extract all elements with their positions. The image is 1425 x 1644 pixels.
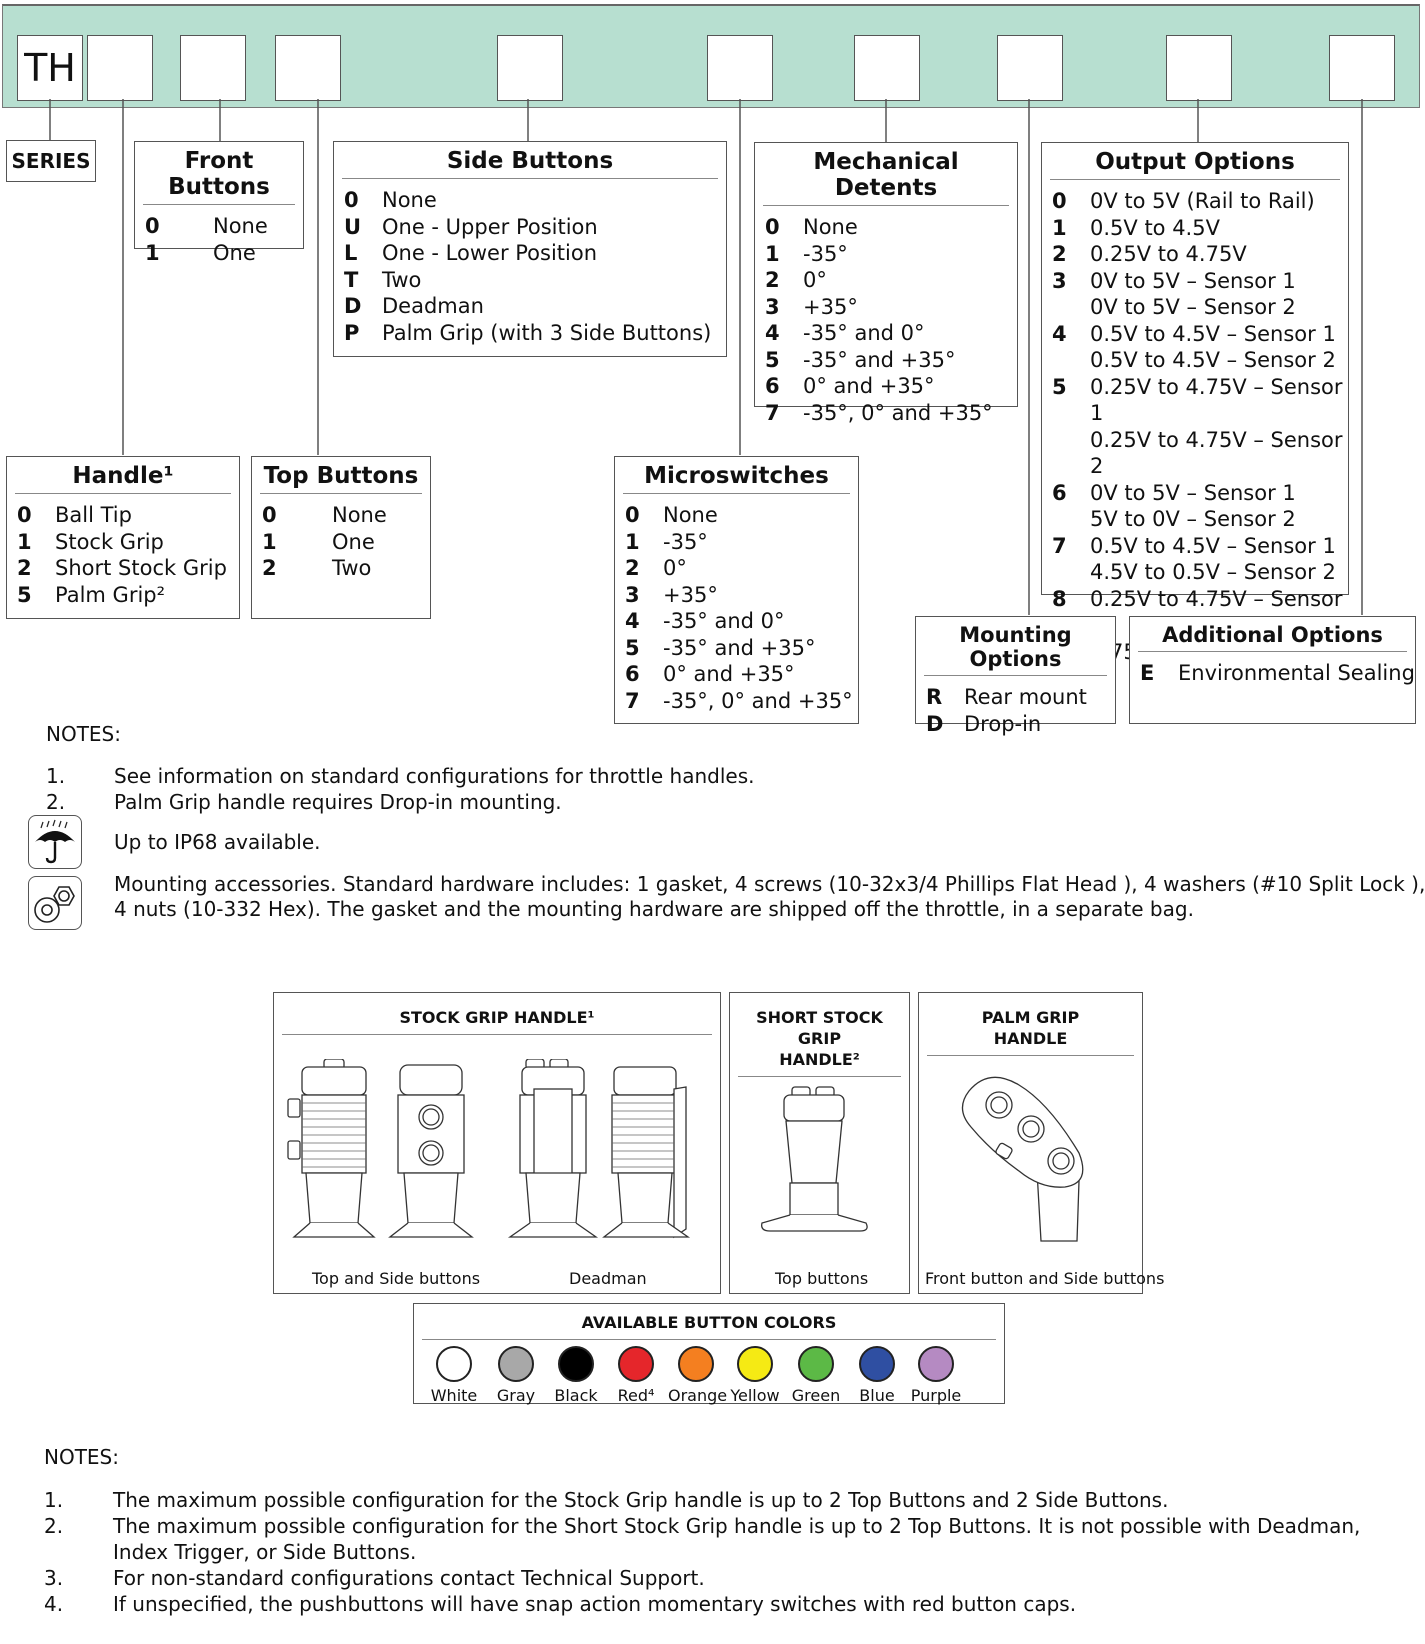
- note-number: 1.: [46, 764, 66, 788]
- top-buttons-box: [251, 456, 431, 619]
- bottom-note-text: If unspecified, the pushbuttons will have snap action momentary switches with red button caps.: [113, 1592, 1077, 1616]
- option-code: R: [926, 685, 943, 709]
- mounting-options-box: [915, 616, 1116, 736]
- option-row: [1042, 506, 1348, 533]
- option-row: [615, 529, 853, 556]
- option-label: +35°: [663, 582, 718, 607]
- option-code: 0: [344, 188, 359, 212]
- stock-grip-drawings: [274, 1059, 720, 1279]
- option-code: 4: [1052, 321, 1067, 346]
- handle-options: [7, 502, 227, 608]
- option-code: 0: [17, 503, 32, 527]
- color-swatch-label: Green: [791, 1386, 841, 1405]
- option-label: 0.5V to 4.5V – Sensor 1: [1090, 321, 1336, 346]
- option-code: 1: [765, 241, 780, 266]
- bottom-note-item: [44, 1488, 1404, 1514]
- option-code: [1042, 347, 1090, 374]
- series-code: TH: [24, 46, 76, 90]
- option-code: 1: [1052, 215, 1067, 240]
- option-label: Stock Grip: [55, 529, 164, 554]
- option-row: [135, 213, 268, 240]
- bottom-note-text: The maximum possible configuration for the Stock Grip handle is up to 2 Top Buttons and 2 Side Buttons.: [113, 1488, 1169, 1512]
- option-code: 5: [1052, 374, 1067, 399]
- option-code: 1: [262, 529, 277, 554]
- stock-grip-caption-left: Top and Side buttons: [312, 1269, 481, 1288]
- palm-grip-caption: Front button and Side buttons: [925, 1269, 1165, 1288]
- option-row: [1042, 321, 1348, 348]
- ip68-note-text: Up to IP68 available.: [114, 830, 321, 854]
- option-label: -35°: [663, 529, 708, 554]
- option-row: [755, 373, 993, 400]
- option-code: 4: [765, 321, 780, 345]
- bottom-note-text-continued: Index Trigger, or Side Buttons.: [113, 1540, 417, 1564]
- color-swatch: [798, 1346, 834, 1382]
- color-swatch-label: Black: [554, 1386, 598, 1405]
- option-row: [615, 582, 853, 609]
- series-title: SERIES: [11, 149, 91, 173]
- option-code: 7: [765, 400, 780, 425]
- option-row: [334, 187, 711, 214]
- option-row: [1042, 533, 1348, 560]
- option-code: 2: [765, 268, 780, 292]
- option-row: [7, 502, 227, 529]
- option-label: Ball Tip: [55, 503, 132, 527]
- microswitches-title: Microswitches: [623, 457, 850, 494]
- option-label: -35°, 0° and +35°: [663, 688, 853, 713]
- option-row: [7, 582, 227, 609]
- option-label: One: [213, 240, 256, 265]
- note-item: [46, 764, 1346, 790]
- option-label: Environmental Sealing: [1178, 661, 1415, 685]
- option-code: 3: [625, 582, 640, 607]
- palm-grip-title-line1: PALM GRIP: [981, 1008, 1080, 1027]
- option-row: [1130, 660, 1415, 687]
- option-label: -35°, 0° and +35°: [803, 400, 993, 425]
- nut-washer-icon: [28, 876, 82, 930]
- color-swatch: [618, 1346, 654, 1382]
- option-label: None: [382, 188, 437, 212]
- output-options-title: Output Options: [1050, 143, 1340, 180]
- note-number: 2.: [46, 790, 66, 814]
- note-text: See information on standard configurations for throttle handles.: [114, 764, 755, 788]
- option-label: Short Stock Grip: [55, 556, 227, 580]
- microswitches-options: [615, 502, 853, 714]
- option-row: [1042, 268, 1348, 295]
- palm-grip-figure: [918, 992, 1165, 1294]
- color-swatch-label: Blue: [859, 1386, 895, 1405]
- handle-box: [6, 456, 240, 619]
- option-label: Two: [332, 556, 372, 580]
- option-code: 7: [1052, 533, 1067, 558]
- palm-grip-title: [927, 1007, 1134, 1056]
- bottom-note-number: 3.: [44, 1566, 64, 1590]
- option-code: 0: [625, 503, 640, 527]
- mounting-options-title: Mounting Options: [924, 617, 1107, 676]
- mounting-options-list: [916, 684, 1087, 737]
- option-label: 0° and +35°: [803, 374, 935, 398]
- bottom-note-text: The maximum possible configuration for the Short Stock Grip handle is up to 2 Top Buttons. It is not possible with Deadman,: [113, 1514, 1361, 1538]
- series-box: [6, 140, 96, 182]
- option-code: 7: [625, 688, 640, 713]
- option-code: 2: [1052, 242, 1067, 266]
- option-row: [1042, 480, 1348, 507]
- option-row: [755, 400, 993, 427]
- option-label: 0.25V to 4.75V – Sensor: [1090, 586, 1343, 611]
- option-code: 6: [1052, 480, 1067, 505]
- color-swatch: [678, 1346, 714, 1382]
- option-label: -35° and 0°: [663, 609, 785, 633]
- option-row: [334, 240, 711, 267]
- short-stock-grip-figure: [729, 992, 910, 1294]
- color-swatch-item: [608, 1346, 664, 1405]
- short-stock-grip-title: [738, 1007, 901, 1077]
- mechanical-detents-box: [754, 142, 1018, 425]
- option-label: Palm Grip²: [55, 582, 166, 607]
- short-stock-grip-caption: Top buttons: [775, 1269, 869, 1288]
- option-code: [1042, 506, 1090, 533]
- color-swatch-item: [849, 1346, 905, 1405]
- short-stock-grip-title-line1: SHORT STOCK GRIP: [756, 1008, 883, 1048]
- option-code: D: [344, 294, 362, 318]
- option-label: 0°: [803, 268, 827, 292]
- option-label: 0V to 5V – Sensor 1: [1090, 480, 1296, 505]
- option-code: P: [344, 320, 360, 345]
- option-row: [7, 529, 227, 556]
- option-row: [252, 529, 387, 556]
- option-label: Two: [382, 267, 422, 292]
- option-row: [252, 502, 387, 529]
- front-buttons-title: Front Buttons: [143, 142, 295, 205]
- option-row: [755, 347, 993, 374]
- option-row: [755, 214, 993, 241]
- option-row: [615, 608, 853, 635]
- option-row: [334, 214, 711, 241]
- option-row: [755, 241, 993, 268]
- option-row: [1042, 347, 1348, 374]
- side-buttons-options: [334, 187, 711, 346]
- option-row: [755, 294, 993, 321]
- option-code: 2: [262, 556, 277, 580]
- option-label: 0.5V to 4.5V: [1090, 215, 1220, 240]
- option-label: None: [663, 503, 718, 527]
- front-buttons-box: [134, 141, 304, 265]
- color-swatch: [737, 1346, 773, 1382]
- bottom-note-item: [44, 1514, 1404, 1540]
- color-swatch-item: [548, 1346, 604, 1405]
- option-label: -35°: [803, 241, 848, 266]
- bottom-note-number: 2.: [44, 1514, 64, 1538]
- option-label: 0.5V to 4.5V – Sensor 2: [1090, 348, 1336, 372]
- color-swatch-label: Orange: [668, 1386, 728, 1405]
- color-swatch-item: [488, 1346, 544, 1405]
- option-code: 6: [625, 662, 640, 686]
- bottom-note-continuation: [44, 1540, 1404, 1566]
- front-buttons-options: [135, 213, 268, 266]
- option-row: [1042, 188, 1348, 215]
- microswitches-box: [614, 456, 859, 724]
- option-code: 0: [765, 215, 780, 239]
- option-label: 4.75V: [1090, 639, 1152, 664]
- color-swatch-label: Red⁴: [617, 1386, 655, 1405]
- option-code: 3: [765, 294, 780, 319]
- option-code: 1: [17, 529, 32, 554]
- side-buttons-box: [333, 141, 727, 357]
- button-colors-title: AVAILABLE BUTTON COLORS: [422, 1312, 996, 1340]
- option-row: [252, 555, 387, 582]
- option-label: 0°: [663, 556, 687, 580]
- option-code: 5: [17, 582, 32, 607]
- top-buttons-options: [252, 502, 387, 582]
- option-row: [755, 267, 993, 294]
- option-code: 8: [1052, 586, 1067, 611]
- option-label: One - Upper Position: [382, 214, 598, 239]
- option-label: None: [213, 214, 268, 238]
- option-label: 0V to 5V (Rail to Rail): [1090, 189, 1315, 213]
- option-code: 6: [765, 374, 780, 398]
- bottom-note-item: [44, 1592, 1404, 1618]
- option-row: [334, 320, 711, 347]
- bottom-note-number: 4.: [44, 1592, 64, 1616]
- option-row: [7, 555, 227, 582]
- top-buttons-title: Top Buttons: [260, 457, 422, 494]
- option-row: [135, 240, 268, 267]
- option-label: -35° and +35°: [663, 635, 816, 660]
- handle-title: Handle¹: [15, 457, 231, 494]
- bottom-notes-heading: NOTES:: [44, 1445, 119, 1469]
- color-swatch-label: Yellow: [730, 1386, 780, 1405]
- option-row: [1042, 241, 1348, 268]
- option-code: 1: [625, 529, 640, 554]
- option-label: 0.25V to 4.75V – Sensor 2: [1090, 427, 1343, 478]
- option-label: Rear mount: [964, 685, 1087, 709]
- color-swatch-label: Gray: [496, 1386, 536, 1405]
- option-label: Drop-in: [964, 711, 1042, 736]
- option-code: [1042, 559, 1090, 586]
- option-label: -35° and +35°: [803, 347, 956, 372]
- option-label: 0.5V to 4.5V – Sensor 1: [1090, 533, 1336, 558]
- option-row: [1042, 374, 1348, 427]
- option-row: [615, 688, 853, 715]
- option-code: 2: [625, 556, 640, 580]
- color-swatch-label: White: [430, 1386, 478, 1405]
- option-label: None: [332, 503, 387, 527]
- palm-grip-drawing: [919, 1071, 1142, 1251]
- color-swatch-item: [908, 1346, 964, 1405]
- option-row: [1042, 215, 1348, 242]
- option-label: Palm Grip (with 3 Side Buttons): [382, 320, 712, 345]
- option-code: 3: [1052, 268, 1067, 293]
- option-label: 0.25V to 4.75V – Sensor 1: [1090, 374, 1343, 425]
- option-label: None: [803, 215, 858, 239]
- mechanical-detents-options: [755, 214, 993, 426]
- option-code: 0: [1052, 189, 1067, 213]
- side-buttons-title: Side Buttons: [342, 142, 718, 179]
- option-row: [755, 320, 993, 347]
- color-swatch: [558, 1346, 594, 1382]
- option-code: 2: [17, 556, 32, 580]
- option-code: L: [344, 241, 358, 265]
- mounting-accessories-line1: Mounting accessories. Standard hardware includes: 1 gasket, 4 screws (10-32x3/4 Phillips Flat Head ), 4 washers (#10 Split Lock ),: [114, 872, 1425, 896]
- option-code: 5: [625, 635, 640, 660]
- option-label: 5V to 0V – Sensor 2: [1090, 507, 1296, 531]
- bottom-notes-list: [44, 1488, 1404, 1618]
- color-swatch-item: [426, 1346, 482, 1405]
- mounting-accessories-note: [114, 872, 1425, 924]
- option-row: [615, 502, 853, 529]
- option-row: [615, 661, 853, 688]
- option-row: [334, 267, 711, 294]
- option-label: 0.25V to 4.75V: [1090, 242, 1247, 266]
- bottom-note-text: For non-standard configurations contact Technical Support.: [113, 1566, 705, 1590]
- option-code: [1042, 427, 1090, 480]
- option-label: +35°: [803, 294, 858, 319]
- option-code: 0: [262, 503, 277, 527]
- option-code: T: [344, 267, 359, 292]
- color-swatch: [859, 1346, 895, 1382]
- option-row: [916, 684, 1087, 711]
- option-label: Deadman: [382, 294, 484, 318]
- option-row: [615, 635, 853, 662]
- additional-options-list: [1130, 660, 1415, 687]
- option-row: [1042, 427, 1348, 480]
- ip68-note: [114, 830, 1314, 856]
- mounting-accessories-line2: 4 nuts (10-332 Hex). The gasket and the mounting hardware are shipped off the throttle, in a separate bag.: [114, 897, 1194, 921]
- color-swatch: [918, 1346, 954, 1382]
- note-text: Palm Grip handle requires Drop-in mounting.: [114, 790, 562, 814]
- option-label: 0° and +35°: [663, 662, 795, 686]
- option-label: One - Lower Position: [382, 241, 598, 265]
- bottom-note-number: 1.: [44, 1488, 64, 1512]
- option-code: 0: [145, 214, 160, 238]
- option-label: 4.5V to 0.5V – Sensor 2: [1090, 560, 1336, 584]
- option-code: 1: [145, 240, 160, 265]
- additional-options-title: Additional Options: [1138, 617, 1407, 652]
- option-label: -35° and 0°: [803, 321, 925, 345]
- color-swatch-item: [788, 1346, 844, 1405]
- color-swatch: [436, 1346, 472, 1382]
- option-code: [1042, 294, 1090, 321]
- short-stock-grip-title-line2: HANDLE²: [779, 1050, 860, 1069]
- color-swatch-label: Purple: [910, 1386, 962, 1405]
- additional-options-box: [1129, 616, 1416, 724]
- color-swatch-item: [727, 1346, 783, 1405]
- option-code: U: [344, 214, 362, 239]
- option-label: 0V to 5V – Sensor 2: [1090, 295, 1296, 319]
- stock-grip-title: STOCK GRIP HANDLE¹: [282, 1007, 712, 1035]
- stock-grip-caption-right: Deadman: [569, 1269, 647, 1288]
- umbrella-icon: [28, 815, 82, 869]
- color-swatch: [498, 1346, 534, 1382]
- option-row: [334, 293, 711, 320]
- option-label: 0V to 5V – Sensor 1: [1090, 268, 1296, 293]
- option-row: [1042, 559, 1348, 586]
- stock-grip-figure: [273, 992, 721, 1294]
- option-row: [1042, 294, 1348, 321]
- option-code: E: [1140, 661, 1155, 685]
- option-code: 5: [765, 347, 780, 372]
- button-colors-panel: [413, 1303, 1005, 1404]
- note-item: [46, 790, 1346, 816]
- mechanical-detents-title: Mechanical Detents: [763, 143, 1009, 206]
- color-swatch-item: [668, 1346, 728, 1405]
- option-code: D: [926, 711, 944, 736]
- palm-grip-title-line2: HANDLE: [993, 1029, 1068, 1048]
- bottom-note-item: [44, 1566, 1404, 1592]
- short-stock-grip-drawing: [730, 1083, 909, 1243]
- option-row: [615, 555, 853, 582]
- notes-heading: NOTES:: [46, 722, 121, 746]
- option-row: [916, 711, 1087, 738]
- option-label: One: [332, 529, 375, 554]
- option-code: 4: [625, 609, 640, 633]
